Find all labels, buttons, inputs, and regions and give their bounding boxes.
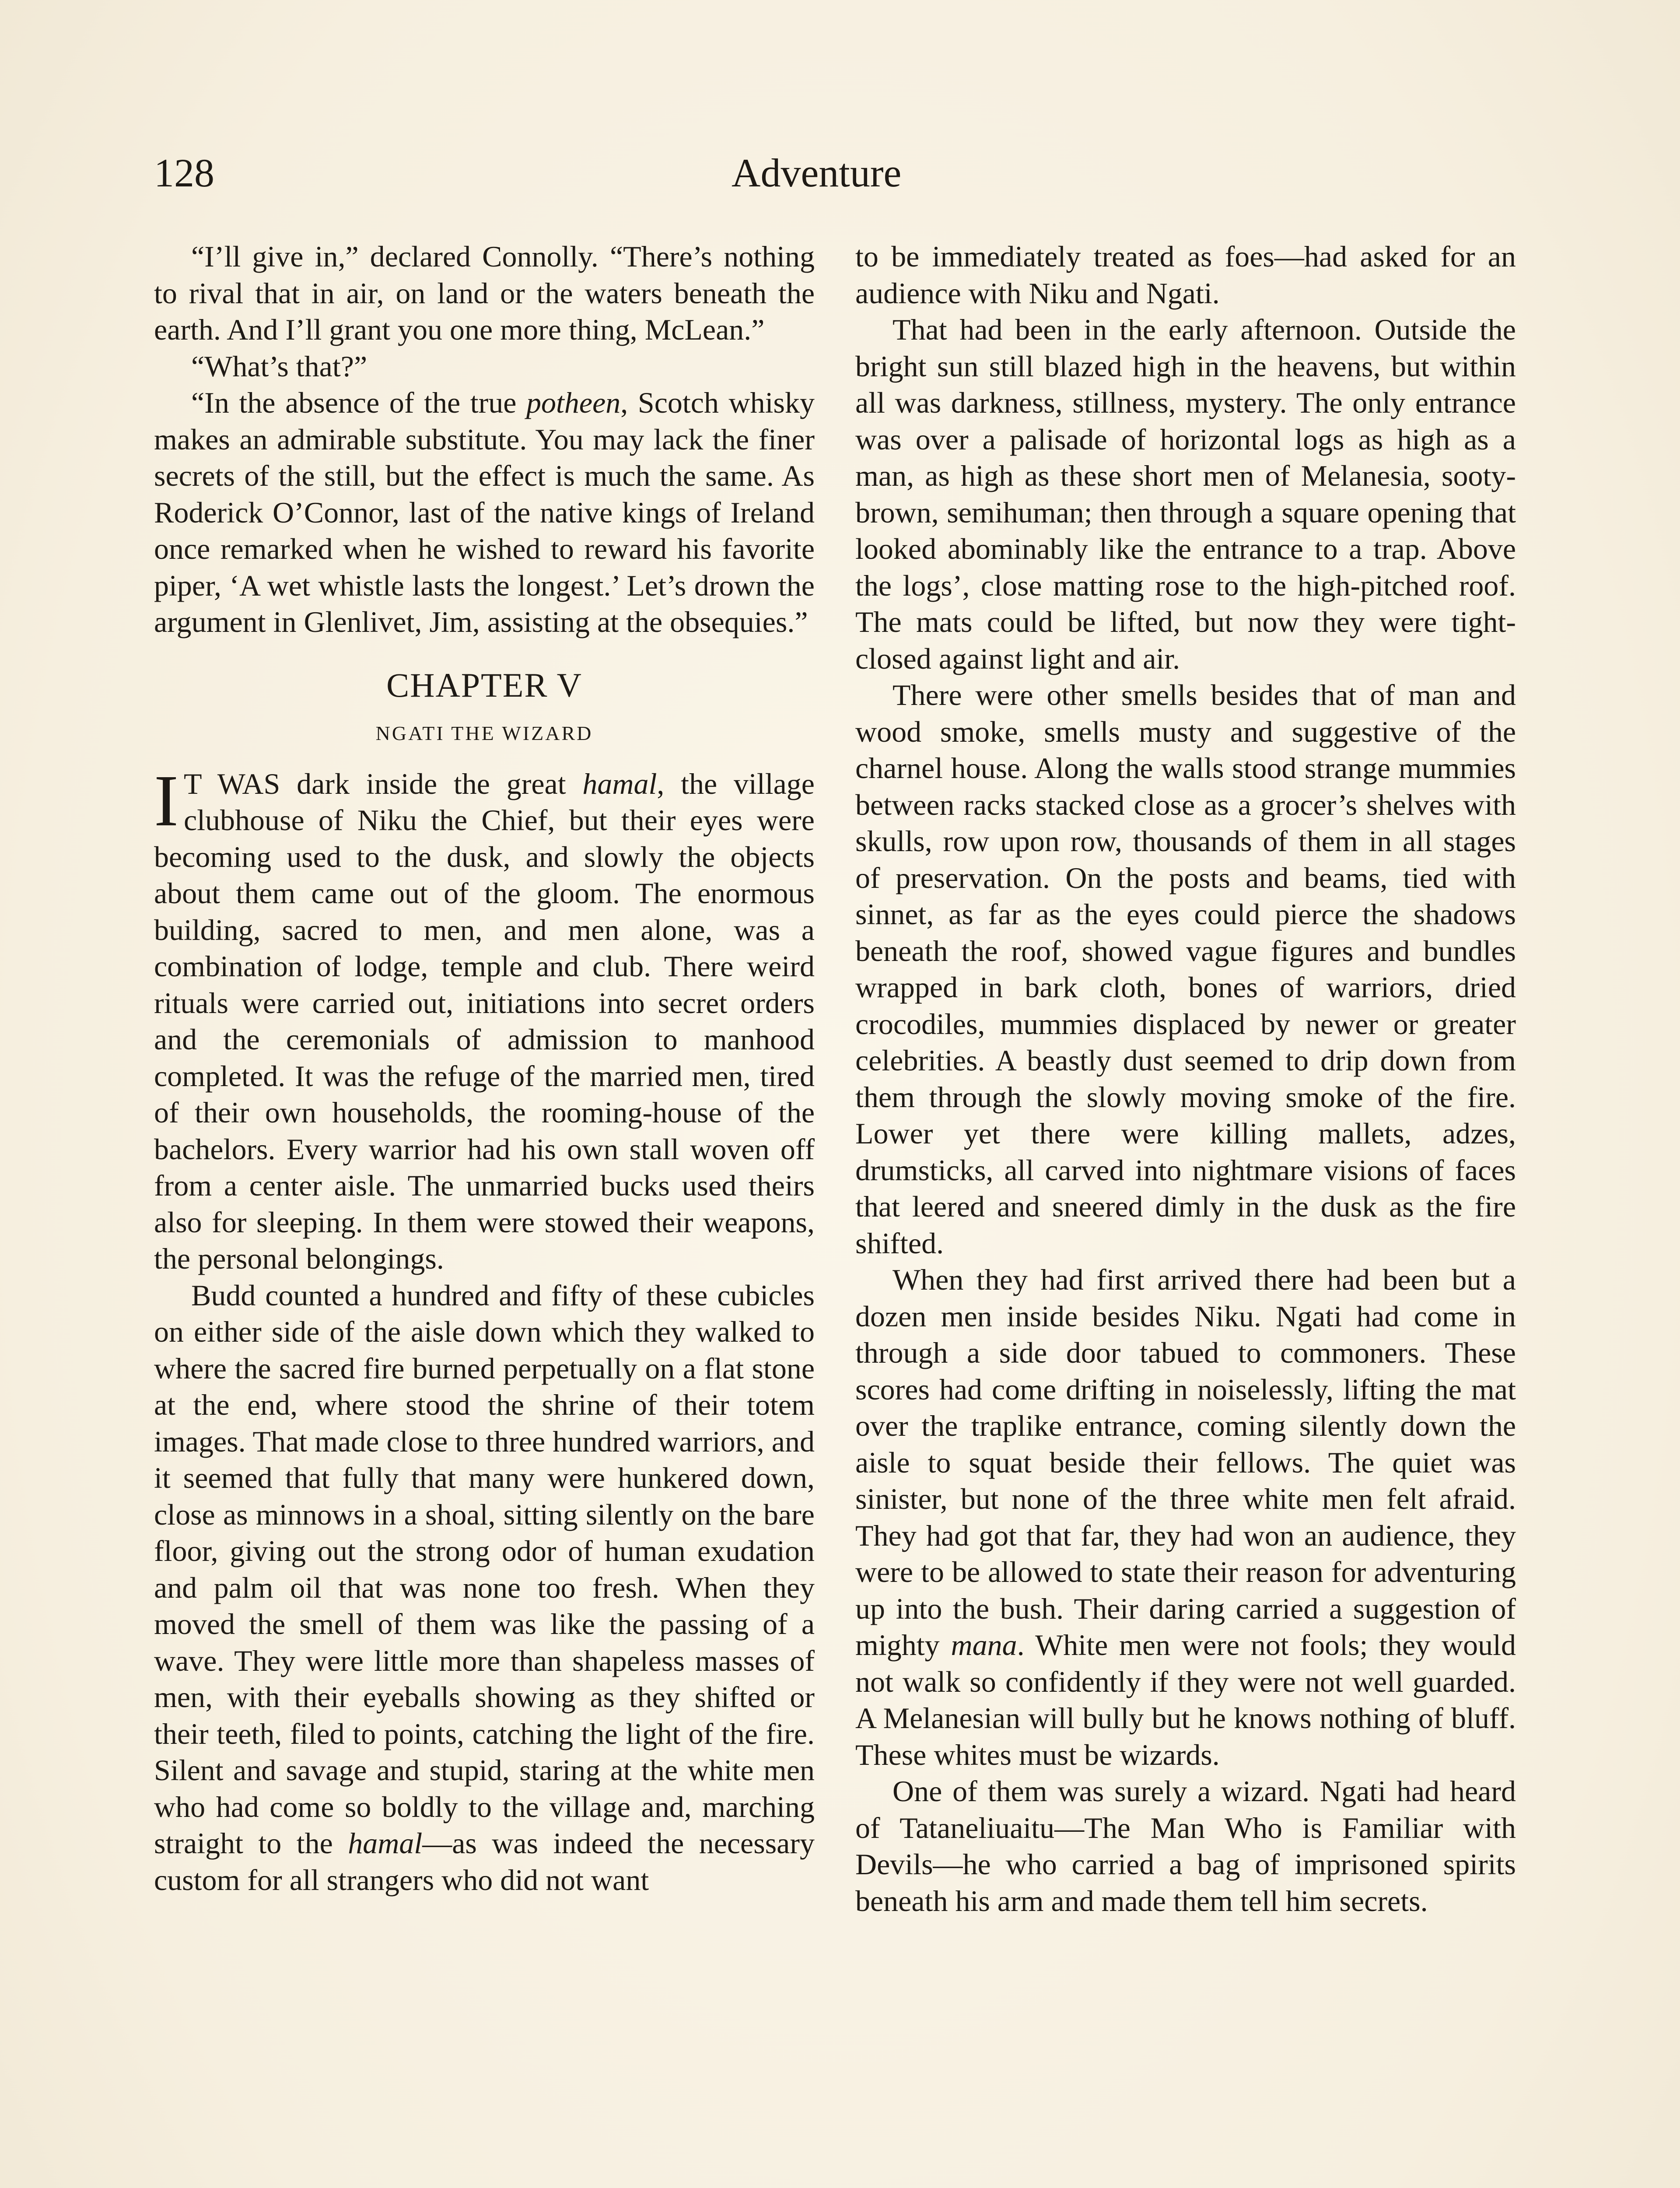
drop-cap: I <box>154 760 178 842</box>
text-run: —as was indeed the necessary custom for all strangers who did not want <box>154 1827 815 1897</box>
paragraph <box>154 385 815 641</box>
italic-word: mana <box>951 1628 1017 1662</box>
text-run: Budd counted a hundred and fifty of these cubicles on either side of the aisle down which they walked to where the sacred fire burned perpetually on a flat stone at the end, where stood the shrine of their totem images. That made close to three hundred warriors, and it seemed that fully that many were hunkered down, close as minnows in a shoal, sitting silently on the bare floor, giving out the strong odor of human exudation and palm oil that was none too fresh. When they moved the smell of them was like the passing of a wave. They were little more than shapeless masses of men, with their eyeballs showing as they shifted or their teeth, filed to points, catching the light of the fire. Silent and savage and stupid, staring at the white men who had come so boldly to the village and, marching straight to the <box>154 1278 815 1860</box>
paragraph: “I’ll give in,” declared Connolly. “There’s nothing to rival that in air, on land or the waters beneath the earth. And I’ll grant you one more thing, McLean.” <box>154 240 815 346</box>
chapter-subtitle: NGATI THE WIZARD <box>375 722 593 744</box>
paragraph: One of them was surely a wizard. Ngati had heard of Tataneliuaitu—The Man Who is Familiar with Devils—he who carried a bag of imprisoned spirits beneath his arm and made them tell him secrets. <box>855 1774 1516 1918</box>
opening-paragraph <box>154 760 815 1277</box>
italic-word: hamal <box>582 767 657 800</box>
text-run: When they had first arrived there had been but a dozen men inside besides Niku. Ngati had come in through a side door tabued to commoners. These scores had come drifting in noiselessly, lifting the mat over the traplike entrance, coming silently down the aisle to squat beside their fellows. The quiet was sinister, but none of the three white men felt afraid. They had got that far, they had won an audience, they were to be allowed to state their reason for adventuring up into the bush. Their daring carried a suggestion of mighty <box>855 1263 1516 1662</box>
paragraph: There were other smells besides that of man and wood smoke, smells musty and suggestive of the charnel house. Along the walls stood strange mummies between racks stacked close as a grocer’s shelves with skulls, row upon row, thousands of them in all stages of preservation. On the posts and beams, tied with sinnet, as far as the eyes could pierce the shadows beneath the roof, showed vague figures and bundles wrapped in bark cloth, bones of warriors, dried crocodiles, mummies displaced by newer or greater celebrities. A beastly dust seemed to drip down from them through the slowly moving smoke of the fire. Lower yet there were killing mallets, adzes, drumsticks, all carved into nightmare visions of faces that leered and sneered dimly in the dusk as the fire shifted. <box>855 678 1516 1260</box>
running-head <box>154 144 1532 201</box>
magazine-title: Adventure <box>732 151 902 195</box>
paragraph: to be immediately treated as foes—had asked for an audience with Niku and Ngati. <box>855 240 1516 310</box>
right-column <box>855 238 1516 1919</box>
italic-word: potheen <box>526 386 621 419</box>
text-run: , the village clubhouse of Niku the Chief, but their eyes were becoming used to the dusk, and slowly the objects about them came out of the gloom. The enormous building, sacred to men, and men alone, was a combination of lodge, temple and club. There weird rituals were carried out, initiations into secret orders and the ceremonials of admission to manhood completed. It was the refuge of the married men, tired of their own households, the rooming-house of the bachelors. Every warrior had his own stall woven off from a center aisle. The unmarried bucks used theirs also for sleeping. In them were stowed their weapons, the personal belongings. <box>154 767 815 1275</box>
page-number: 128 <box>154 151 214 195</box>
paragraph <box>855 1262 1516 1773</box>
left-column <box>154 238 815 1898</box>
text-run: T WAS dark inside the great <box>183 767 583 800</box>
text-run: , Scotch whisky makes an admirable substitute. You may lack the finer secrets of the still, but the effect is much the same. As Roderick O’Connor, last of the native kings of Ireland once remarked when he wished to reward his favorite piper, ‘A wet whistle lasts the longest.’ Let’s drown the argument in Glenlivet, Jim, assisting at the obsequies.” <box>154 386 815 638</box>
paragraph <box>154 1277 815 1899</box>
italic-word: hamal <box>348 1827 423 1860</box>
text-run: . White men were not fools; they would not walk so confidently if they were not well guarded. A Melanesian will bully but he knows nothing of bluff. These whites must be wizards. <box>855 1628 1516 1771</box>
paragraph: That had been in the early afternoon. Outside the bright sun still blazed high in the heavens, but within all was darkness, stillness, mystery. The only entrance was over a palisade of horizontal logs as high as a man, as high as these short men of Melanesia, sooty-brown, semihuman; then through a square opening that looked abominably like the entrance to a trap. Above the logs’, close matting rose to the high-pitched roof. The mats could be lifted, but now they were tight-closed against light and air. <box>855 313 1516 675</box>
paragraph: “What’s that?” <box>191 349 368 383</box>
chapter-heading: CHAPTER V <box>386 666 582 704</box>
text-run: “In the absence of the true <box>191 386 527 419</box>
